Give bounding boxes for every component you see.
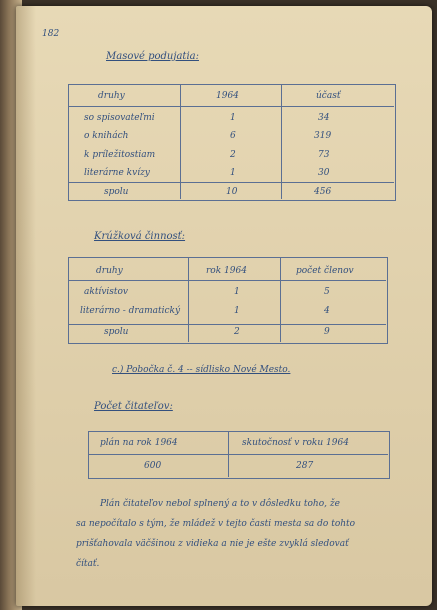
section1-col-divider-1 [180,84,181,199]
section2-header-druhy: druhy [96,266,123,276]
section1-row3-attendance: 73 [318,150,330,160]
section1-row3-label: k príležitostiam [84,150,156,160]
section1-row2-label: o knihách [84,131,129,141]
section1-table [68,84,396,201]
section2-total-divider [68,324,386,325]
section1-row3-count: 2 [230,150,236,160]
section1-col-divider-2 [281,84,282,199]
section2-title: Krúžková činnosť: [94,231,186,242]
paragraph-line-1: Plán čitateľov nebol splnený a to v dôsledku toho, že [100,499,340,509]
section1-row1-count: 1 [230,113,236,123]
section2-row1-label: aktívistov [84,287,129,297]
paragraph-line-2: sa nepočítalo s tým, že mládež v tejto časti mesta sa do tohto [76,519,356,529]
section1-header-ucast: účasť [316,91,341,101]
section1-header-druhy: druhy [98,91,125,101]
section1-row2-attendance: 319 [314,131,332,141]
section2-header-members: počet členov [296,266,354,276]
section2-row2-members: 4 [324,306,330,316]
section1-row4-label: literárne kvízy [84,168,150,178]
section2-row2-label: literárno - dramatický [80,306,181,316]
notebook-page [16,6,432,606]
section1-header-year: 1964 [216,91,239,101]
section2-total-label: spolu [104,327,129,337]
section1-total-divider [68,182,394,183]
section1-row4-count: 1 [230,168,236,178]
section3-subtitle: Počet čitateľov: [94,401,173,412]
section2-row2-count: 1 [234,306,240,316]
section3-header-actual: skutočnosť v roku 1964 [242,438,349,448]
section2-header-divider [68,280,386,281]
paragraph-line-3: prišťahovala väčšinou z vidieka a nie je ešte zvyklá sledovať [76,539,349,549]
section2-row1-members: 5 [324,287,330,297]
section2-col-divider-1 [188,257,189,342]
section3-actual-value: 287 [296,461,314,471]
section2-total-count: 2 [234,327,240,337]
section1-row4-attendance: 30 [318,168,330,178]
section3-heading: c.) Pobočka č. 4 -- sídlisko Nové Mesto. [112,365,291,375]
section3-header-plan: plán na rok 1964 [100,438,178,448]
section2-col-divider-2 [280,257,281,342]
section2-total-members: 9 [324,327,330,337]
section1-header-divider [68,106,394,107]
section1-row1-label: so spisovateľmi [84,113,155,123]
section1-total-attendance: 456 [314,187,332,197]
section1-total-count: 10 [226,187,238,197]
section2-row1-count: 1 [234,287,240,297]
section3-header-divider [88,454,388,455]
page-number: 182 [42,29,60,39]
section3-plan-value: 600 [144,461,162,471]
paragraph-line-4: čítať. [76,559,100,569]
section1-title: Masové podujatia: [106,51,199,62]
section1-row1-attendance: 34 [318,113,330,123]
section1-row2-count: 6 [230,131,236,141]
section1-total-label: spolu [104,187,129,197]
section3-col-divider [228,431,229,477]
section2-header-year: rok 1964 [206,266,247,276]
